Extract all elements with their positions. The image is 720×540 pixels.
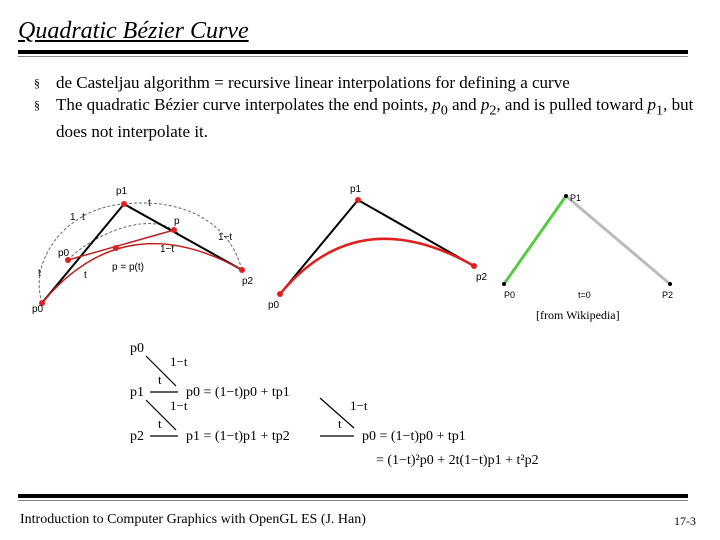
eq-w4: t: [158, 416, 162, 431]
title-rule-thin: [18, 56, 688, 57]
eq-4: = (1−t)²p0 + 2t(1−t)p1 + t²p2: [376, 453, 539, 468]
slide-title: Quadratic Bézier Curve: [18, 18, 249, 44]
gray-segment: [566, 196, 670, 284]
wikipedia-figure: [494, 182, 694, 302]
label-p11: p: [174, 216, 180, 227]
ctrl-p1-2: [355, 197, 361, 203]
bullet-text-a: The quadratic Bézier curve interpolates the end points,: [56, 95, 433, 114]
page-number: 17-3: [674, 514, 696, 528]
interp-point-right: [171, 227, 177, 233]
label-p0: p0: [32, 304, 44, 315]
interp-line: [68, 230, 174, 260]
footer-rule-thin: [18, 500, 688, 501]
label-pt: p = p(t): [112, 262, 144, 273]
decasteljau-figure: [28, 178, 268, 318]
bezier-curve-2: [280, 239, 474, 294]
label-p2: p2: [242, 276, 254, 287]
label-t-b: t: [148, 198, 151, 209]
label-p1: p1: [116, 186, 128, 197]
label-one: 1: [70, 212, 76, 223]
label-P0: P0: [504, 290, 516, 300]
footer-rule: [18, 494, 688, 498]
eq-w6: t: [338, 416, 342, 431]
eq-w5: 1−t: [350, 398, 368, 413]
bullet-marker-icon: §: [34, 76, 40, 90]
label-t0: t=0: [578, 290, 591, 300]
sub-2: 2: [489, 102, 497, 119]
footer-text: Introduction to Computer Graphics with OpenGL ES (J. Han): [20, 512, 366, 527]
point-P0: [502, 282, 506, 286]
eq-3: p0 = (1−t)p0 + tp1: [362, 429, 466, 444]
eq-2: p1 = (1−t)p1 + tp2: [186, 429, 290, 444]
green-segment: [504, 196, 566, 284]
var-p2: p: [480, 95, 490, 114]
label-p0-2: p0: [268, 300, 280, 311]
bullet-text-c: , but does not interpolate it.: [56, 95, 694, 142]
curve-point: [113, 245, 119, 251]
label-p2-2: p2: [476, 272, 488, 283]
recursion-diagram: [120, 336, 590, 476]
eq-p0: p0: [130, 341, 144, 356]
label-t-a: t: [82, 212, 85, 223]
eq-w2: t: [158, 372, 162, 387]
sub-0: 0: [440, 102, 448, 119]
bezier-figure: [262, 178, 492, 318]
label-1-t-a: 1−t: [218, 232, 233, 243]
eq-1: p0 = (1−t)p0 + tp1: [186, 385, 290, 400]
eq-p1: p1: [130, 385, 144, 400]
label-t-d: t: [84, 270, 87, 281]
bullet-marker-icon: §: [34, 98, 40, 112]
label-p10: p0: [58, 248, 70, 259]
arrow-5: [320, 398, 354, 428]
bullet-item: [34, 94, 704, 143]
eq-w3: 1−t: [170, 398, 188, 413]
var-p0: p: [432, 95, 441, 114]
ctrl-p2-2: [471, 263, 477, 269]
var-p1: p: [647, 95, 657, 114]
bullet-list: [34, 72, 704, 143]
label-1-t-b: 1−t: [160, 244, 175, 255]
point-P2: [668, 282, 672, 286]
label-p1-2: p1: [350, 184, 362, 195]
point-P1: [564, 194, 568, 198]
control-polygon-2: [280, 200, 474, 294]
eq-p2: p2: [130, 429, 144, 444]
sub-1: 1: [656, 102, 664, 119]
attribution: [from Wikipedia]: [536, 308, 620, 322]
bullet-text: de Casteljau algorithm = recursive linear interpolations for defining a curve: [56, 73, 570, 92]
label-t-c: t: [38, 268, 41, 279]
ctrl-p0-2: [277, 291, 283, 297]
bullet-text-b: , and is pulled toward: [496, 95, 648, 114]
control-point-p2: [239, 267, 245, 273]
control-point-p1: [121, 201, 127, 207]
label-P1: P1: [570, 193, 582, 203]
title-rule: [18, 50, 688, 54]
label-P2: P2: [662, 290, 674, 300]
eq-w1: 1−t: [170, 354, 188, 369]
bullet-text-and: and: [447, 95, 481, 114]
bullet-item: [34, 72, 704, 94]
